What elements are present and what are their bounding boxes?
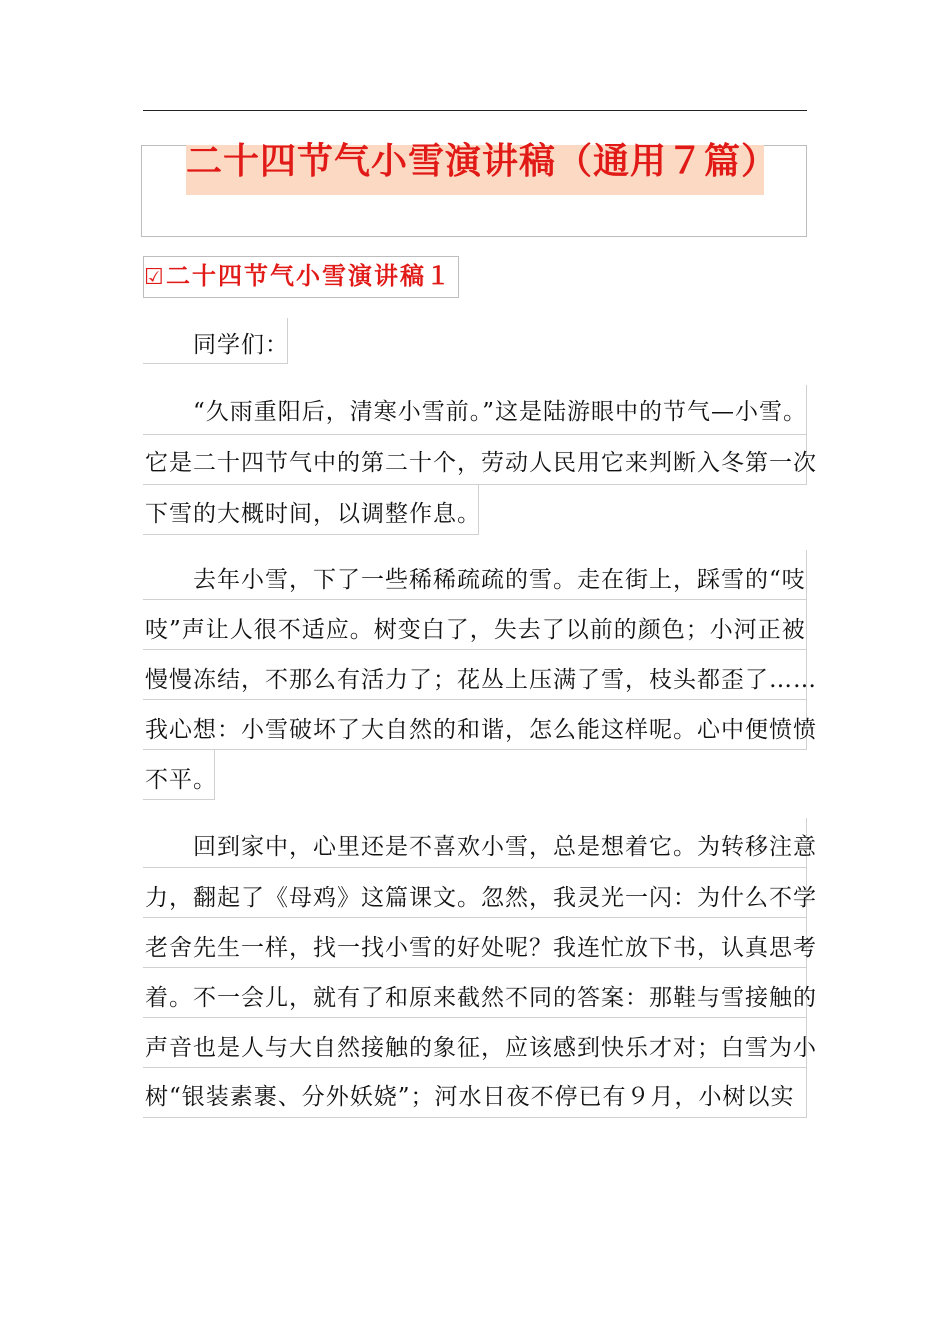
text-line: 吱”声让人很不适应。树变白了，失去了以前的颜色；小河正被 <box>145 617 806 643</box>
checkbox-checked-icon: ☑ <box>144 265 164 290</box>
text-line: “久雨重阳后，清寒小雪前。”这是陆游眼中的节气—小雪。 <box>193 399 808 425</box>
section-heading: 二十四节气小雪演讲稿１ <box>166 261 452 290</box>
text-line: 声音也是人与大自然接触的象征，应该感到快乐才对；白雪为小 <box>145 1035 817 1061</box>
text-line: 下雪的大概时间，以调整作息。 <box>145 501 481 527</box>
text-line: 我心想：小雪破坏了大自然的和谐，怎么能这样呢。心中便愤愤 <box>145 717 817 743</box>
header-rule <box>143 110 807 111</box>
text-line: 力，翻起了《母鸡》这篇课文。忽然，我灵光一闪：为什么不学 <box>145 885 817 911</box>
text-line: 同学们： <box>193 332 289 358</box>
text-line: 慢慢冻结，不那么有活力了；花丛上压满了雪，枝头都歪了…… <box>145 667 817 693</box>
text-line: 它是二十四节气中的第二十个，劳动人民用它来判断入冬第一次 <box>145 450 817 476</box>
text-line: 树“银装素裹、分外妖娆”；河水日夜不停已有９月，小树以实 <box>145 1084 795 1110</box>
document-title: 二十四节气小雪演讲稿（通用７篇） <box>186 140 779 182</box>
text-line: 回到家中，心里还是不喜欢小雪，总是想着它。为转移注意 <box>193 834 817 860</box>
text-line: 着。不一会儿，就有了和原来截然不同的答案：那鞋与雪接触的 <box>145 985 817 1011</box>
text-line: 不平。 <box>145 767 217 793</box>
text-line: 老舍先生一样，找一找小雪的好处呢？我连忙放下书，认真思考 <box>145 935 817 961</box>
text-line: 去年小雪，下了一些稀稀疏疏的雪。走在街上，踩雪的“吱 <box>193 567 806 593</box>
